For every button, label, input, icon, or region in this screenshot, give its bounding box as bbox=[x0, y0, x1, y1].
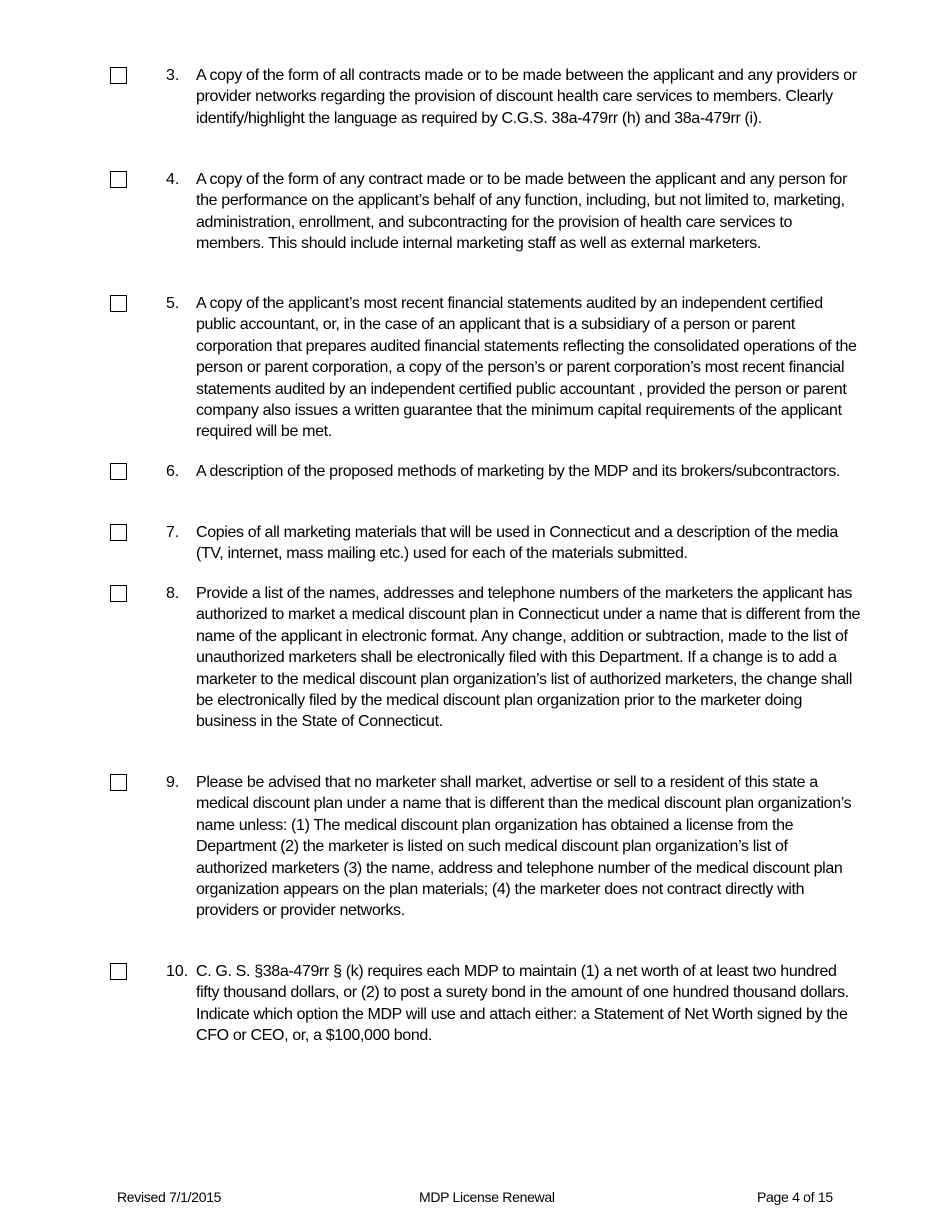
item-number: 3. bbox=[166, 67, 180, 84]
item-text: A description of the proposed methods of marketing by the MDP and its brokers/subcontractors. bbox=[196, 463, 840, 480]
checkbox-item-4[interactable] bbox=[110, 171, 127, 188]
item-number: 5. bbox=[166, 295, 180, 312]
footer-revised-date: Revised 7/1/2015 bbox=[117, 1189, 222, 1205]
checkbox-item-7[interactable] bbox=[110, 524, 127, 541]
item-text: A copy of the applicant’s most recent financial statements audited by an independent certified public accountant, or, in the case of an applicant that is a subsidiary of a person or parent corporation that prepares audited financial statements reflecting the consolidated operations of the person or parent corporation, a copy of the person’s or parent corporation’s most recent financial statements audited by an independent certified public accountant , provided the person or parent company also issues a written guarantee that the minimum capital requirements of the applicant required will be met. bbox=[196, 295, 857, 441]
checkbox-item-3[interactable] bbox=[110, 67, 127, 84]
item-number: 7. bbox=[166, 524, 180, 541]
checkbox-item-10[interactable] bbox=[110, 963, 127, 980]
item-text: A copy of the form of all contracts made or to be made between the applicant and any providers or provider networks regarding the provision of discount health care services to members. Clearly identify/highlight the language as required by C.G.S. 38a-479rr (h) and 38a-479rr (i). bbox=[196, 67, 857, 127]
item-number: 8. bbox=[166, 585, 180, 602]
checkbox-item-5[interactable] bbox=[110, 295, 127, 312]
item-number: 4. bbox=[166, 171, 180, 188]
checkbox-item-8[interactable] bbox=[110, 585, 127, 602]
footer-page-number: Page 4 of 15 bbox=[757, 1189, 833, 1205]
item-text: Provide a list of the names, addresses and telephone numbers of the marketers the applicant has authorized to market a medical discount plan in Connecticut under a name that is different from the name of the applicant in electronic format. Any change, addition or subtraction, made to the list of unauthorized marketers shall be electronically filed with this Department. If a change is to add a marketer to the medical discount plan organization’s list of authorized marketers, the change shall be electronically filed by the medical discount plan organization prior to the marketer doing business in the State of Connecticut. bbox=[196, 585, 861, 731]
item-number: 6. bbox=[166, 463, 180, 480]
item-text: Copies of all marketing materials that will be used in Connecticut and a description of the media (TV, internet, mass mailing etc.) used for each of the materials submitted. bbox=[196, 524, 838, 563]
checkbox-item-9[interactable] bbox=[110, 774, 127, 791]
checkbox-item-6[interactable] bbox=[110, 463, 127, 480]
item-number: 10. bbox=[166, 963, 189, 980]
footer-document-title: MDP License Renewal bbox=[419, 1189, 555, 1205]
item-text: A copy of the form of any contract made or to be made between the applicant and any person for the performance on the applicant’s behalf of any function, including, but not limited to, marketing, administration, enrollment, and subcontracting for the provision of health care services to members. This should include internal marketing staff as well as external marketers. bbox=[196, 171, 848, 253]
item-text: C. G. S. §38a-479rr § (k) requires each MDP to maintain (1) a net worth of at least two hundred fifty thousand dollars, or (2) to post a surety bond in the amount of one hundred thousand dollars. Indicate which option the MDP will use and attach either: a Statement of Net Worth signed by the CFO or CEO, or, a $100,000 bond. bbox=[196, 963, 849, 1045]
item-text: Please be advised that no marketer shall market, advertise or sell to a resident of this state a medical discount plan under a name that is different than the medical discount plan organization’s name unless: (1) The medical discount plan organization has obtained a license from the Department (2) the marketer is listed on such medical discount plan organization’s list of authorized marketers (3) the name, address and telephone number of the medical discount plan organization appears on the plan materials; (4) the marketer does not contract directly with providers or provider networks. bbox=[196, 774, 852, 920]
item-number: 9. bbox=[166, 774, 180, 791]
